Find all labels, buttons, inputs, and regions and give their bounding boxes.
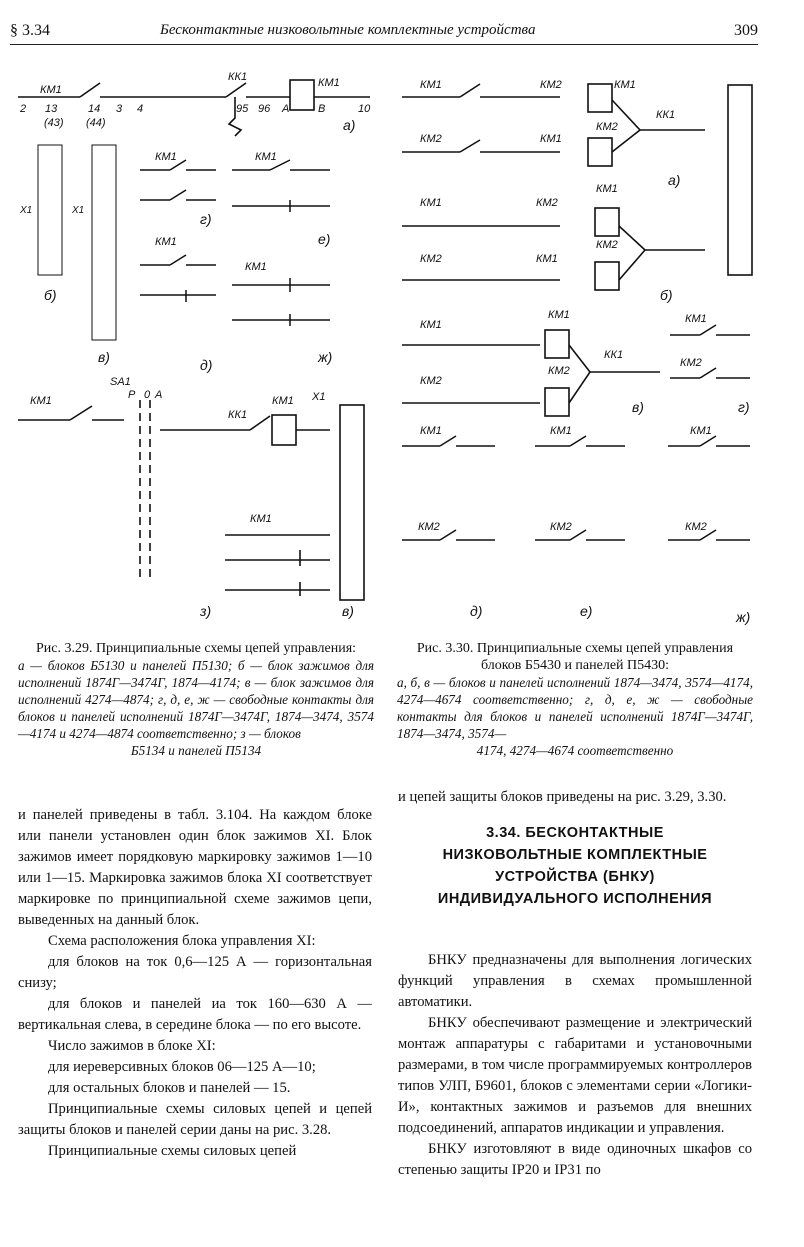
svg-text:14: 14 <box>88 103 101 115</box>
svg-text:X1: X1 <box>20 205 33 216</box>
paragraph: БНКУ предназначены для выполнения логических функций управления в схемах промышленной автоматики. <box>398 952 752 1010</box>
figure-3-29-caption: Рис. 3.29. Принципиальные схемы цепей управления: а — блоков Б5130 и панелей П5130; б — блок зажимов для исполнений 1874Г—3474Г, 1874—4174; в — блок зажимов для исполнений 4274—4874; г, д, е, ж — свободные контакты для блоков и панелей исполнений 1874Г—3474Г, 1874—3474, 3574—4174 и 4274—4874 соответственно; з — блоков Б5134 и панелей П5134 <box>18 641 374 758</box>
svg-text:КМ2: КМ2 <box>548 365 570 377</box>
circuit-diagrams <box>0 45 804 635</box>
svg-text:КМ2: КМ2 <box>420 253 442 265</box>
svg-text:КМ2: КМ2 <box>536 197 558 209</box>
svg-text:96: 96 <box>258 103 271 115</box>
svg-text:КМ1: КМ1 <box>420 79 442 91</box>
svg-text:б): б) <box>660 287 673 303</box>
svg-text:КМ1: КМ1 <box>30 395 52 407</box>
svg-text:КМ1: КМ1 <box>596 183 618 195</box>
svg-text:д): д) <box>200 357 213 373</box>
svg-text:X1: X1 <box>72 205 85 216</box>
svg-text:а): а) <box>668 172 681 188</box>
running-title: Бесконтактные низковольтные комплектные устройства <box>160 22 536 38</box>
svg-text:КМ2: КМ2 <box>680 357 702 369</box>
label-km1: КМ1 <box>40 84 62 96</box>
svg-text:КМ1: КМ1 <box>685 313 707 325</box>
svg-text:КМ1: КМ1 <box>155 236 177 248</box>
paragraph: и цепей защиты блоков приведены на рис. 3.29, 3.30. <box>398 789 727 805</box>
paragraph: БНКУ изготовляют в виде одиночных шкафов со степенью защиты IP20 и IP31 по <box>398 1141 752 1178</box>
left-text-column <box>18 805 372 1162</box>
svg-text:2: 2 <box>20 103 27 115</box>
fig329-z <box>18 400 364 600</box>
svg-text:КМ1: КМ1 <box>540 133 562 145</box>
paragraph: Число зажимов в блоке XI: <box>48 1038 216 1054</box>
svg-text:(43): (43) <box>44 117 64 129</box>
paragraph: БНКУ обеспечивают размещение и электрический монтаж аппаратуры с габаритами и установочными размерами, в том числе программируемых контроллеров типов УЛП, Б9601, блоков с элементами серии «Логики-И», контактных зажимов и разъемов для внешних подсоединений, аппаратов индикации и управления. <box>398 1015 752 1136</box>
svg-text:КМ1: КМ1 <box>548 309 570 321</box>
paragraph: Принципиальные схемы силовых цепей <box>48 1143 297 1159</box>
svg-text:г): г) <box>200 211 212 227</box>
svg-text:КМ1: КМ1 <box>690 425 712 437</box>
svg-text:10: 10 <box>358 103 371 115</box>
svg-text:КМ1: КМ1 <box>614 79 636 91</box>
svg-text:КМ1: КМ1 <box>420 197 442 209</box>
svg-text:КМ1: КМ1 <box>245 261 267 273</box>
svg-text:КМ1: КМ1 <box>550 425 572 437</box>
svg-text:КМ1: КМ1 <box>255 151 277 163</box>
svg-text:КМ2: КМ2 <box>420 133 442 145</box>
svg-text:КМ1: КМ1 <box>272 395 294 407</box>
svg-text:г): г) <box>738 399 750 415</box>
section-heading: 3.34. БЕСКОНТАКТНЫЕ НИЗКОВОЛЬТНЫЕ КОМПЛЕКТНЫЕ УСТРОЙСТВА (БНКУ) ИНДИВИДУАЛЬНОГО ИСПОЛНЕНИЯ <box>437 825 713 907</box>
svg-text:в): в) <box>98 349 110 365</box>
paragraph: Схема расположения блока управления XI: <box>48 933 316 949</box>
svg-text:е): е) <box>318 231 331 247</box>
svg-text:X1: X1 <box>312 391 326 403</box>
svg-text:КМ2: КМ2 <box>420 375 442 387</box>
svg-text:КК1: КК1 <box>228 71 248 83</box>
svg-text:95: 95 <box>236 103 249 115</box>
svg-text:КМ1: КМ1 <box>155 151 177 163</box>
svg-text:з): з) <box>200 603 212 619</box>
section-number: § 3.34 <box>10 22 50 39</box>
svg-text:ж): ж) <box>736 609 751 625</box>
right-text-column <box>398 787 752 1181</box>
svg-text:(44): (44) <box>86 117 106 129</box>
svg-text:КМ2: КМ2 <box>418 521 440 533</box>
svg-text:0: 0 <box>144 389 151 401</box>
svg-text:13: 13 <box>45 103 58 115</box>
svg-text:КМ1: КМ1 <box>536 253 558 265</box>
page-header <box>10 14 758 45</box>
svg-text:4: 4 <box>137 103 144 115</box>
paragraph: для блоков на ток 0,6—125 А — горизонтальная снизу; <box>18 954 372 991</box>
paragraph: для остальных блоков и панелей — 15. <box>48 1080 291 1096</box>
svg-text:P: P <box>128 389 136 401</box>
svg-text:д): д) <box>470 603 483 619</box>
svg-text:КМ1: КМ1 <box>318 77 340 89</box>
svg-text:КК1: КК1 <box>604 349 624 361</box>
paragraph: для иереверсивных блоков 06—125 А—10; <box>48 1059 316 1075</box>
svg-text:A: A <box>155 389 163 401</box>
svg-text:КМ1: КМ1 <box>420 425 442 437</box>
svg-text:б): б) <box>44 287 57 303</box>
svg-text:в): в) <box>342 603 354 619</box>
fig329-terminal-blocks <box>38 145 116 340</box>
paragraph: для блоков и панелей иа ток 160—630 А — вертикальная слева, в середине блока — по его высоте. <box>18 996 372 1033</box>
svg-text:КМ2: КМ2 <box>596 239 618 251</box>
svg-text:КК1: КК1 <box>228 409 248 421</box>
svg-text:КМ2: КМ2 <box>596 121 618 133</box>
svg-text:КМ2: КМ2 <box>540 79 562 91</box>
svg-text:КМ2: КМ2 <box>685 521 707 533</box>
figure-3-30-caption: Рис. 3.30. Принципиальные схемы цепей управления блоков Б5430 и панелей П5430: а, б, в — блоков и панелей исполнений 1874—3474, 3574—4174, 4274—4674 соответственно; г, д, е, ж — свободные контакты для блоков и панелей исполнений 1874Г—3474Г, 1874—3474, 3574— 4174, 4274—4674 соответственно <box>397 641 753 758</box>
svg-text:в): в) <box>632 399 644 415</box>
svg-text:B: B <box>318 103 326 115</box>
svg-text:КК1: КК1 <box>656 109 676 121</box>
svg-text:A: A <box>282 103 290 115</box>
paragraph: Принципиальные схемы силовых цепей и цепей защиты блоков и панелей серии даны на рис. 3.28. <box>18 1101 372 1138</box>
svg-text:3: 3 <box>116 103 123 115</box>
label-a: а) <box>343 117 356 133</box>
page-number: 309 <box>734 22 758 39</box>
svg-text:КМ1: КМ1 <box>250 513 272 525</box>
svg-text:ж): ж) <box>318 349 333 365</box>
paragraph: и панелей приведены в табл. 3.104. На каждом блоке или панели установлен один блок зажимов XI. Блок зажимов имеет порядковую маркировку зажимов 1—10 или 1—15. Маркировка зажимов блока XI соответствует маркировке по принципиальной схеме зажимов цепи, выведенных на данный блок. <box>18 807 372 928</box>
svg-text:КМ2: КМ2 <box>550 521 572 533</box>
svg-text:е): е) <box>580 603 593 619</box>
svg-text:КМ1: КМ1 <box>420 319 442 331</box>
svg-text:SA1: SA1 <box>110 376 131 388</box>
